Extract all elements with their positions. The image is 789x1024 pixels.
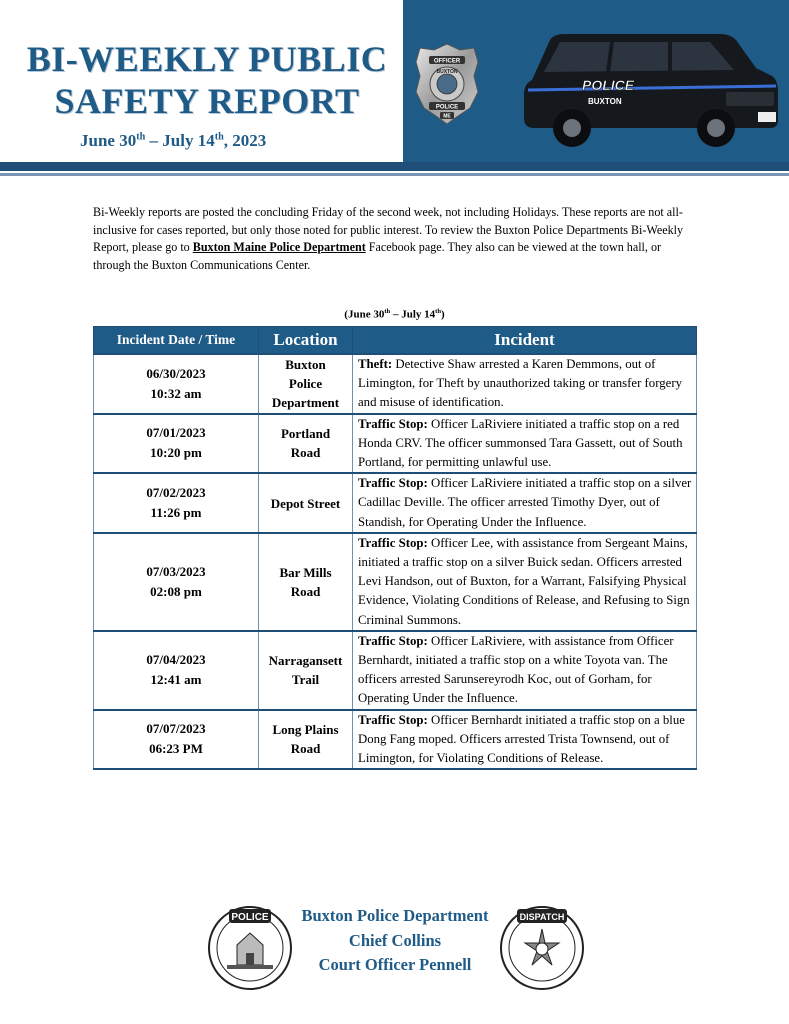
footer-chief: Chief Collins <box>348 930 442 950</box>
location-line: Narragansett <box>268 653 343 669</box>
incident-date-time <box>94 710 259 770</box>
intro-text-end: Facebook page. They also can be viewed at the town hall, or through the Buxton Communications Center. <box>93 240 662 272</box>
incident-time: 06:23 PM <box>149 741 203 757</box>
footer-court-officer: Court Officer Pennell <box>318 955 472 974</box>
caption-start: (June 30 <box>344 308 385 321</box>
incident-date: 07/03/2023 <box>146 563 206 579</box>
incident-text: Officer LaRiviere initiated a traffic stop on a silver Cadillac Deville. The officer arrested Timothy Dyer, out of Standish, for Operating Under the Influence. <box>358 476 692 529</box>
location-line: Depot Street <box>270 495 341 511</box>
table-caption <box>0 308 789 321</box>
intro-paragraph <box>93 204 699 274</box>
incident-description <box>353 473 697 533</box>
incident-time: 11:26 pm <box>150 505 202 521</box>
car-police-label: POLICE <box>582 77 635 93</box>
facebook-page-link[interactable]: Buxton Maine Police Department <box>192 240 366 254</box>
report-title <box>22 38 392 122</box>
table-header-row <box>94 327 697 355</box>
badge-state-label: ME <box>443 113 451 120</box>
footer-department: Buxton Police Department <box>301 906 489 925</box>
column-header-location: Location <box>259 327 353 355</box>
incident-date: 07/07/2023 <box>146 721 206 737</box>
incident-date-time <box>94 354 259 414</box>
incident-type: Theft: <box>358 357 393 371</box>
caption-mid: – July 14 <box>390 308 436 321</box>
report-title-line1: BI-WEEKLY PUBLIC <box>26 39 388 79</box>
dispatch-seal-icon <box>499 905 585 991</box>
incident-location <box>259 533 353 631</box>
location-line: Bar Mills <box>279 564 332 580</box>
incident-text: Officer LaRiviere, with assistance from Officer Bernhardt, initiated a traffic stop on a white Toyota van. The officers arrested Sarunsereyrodh Koc, out of Gorham, for Operating Under the Influence. <box>358 633 674 706</box>
header-divider <box>0 162 789 171</box>
incident-description <box>353 533 697 631</box>
column-header-incident: Incident <box>353 327 697 355</box>
report-date-range <box>80 131 266 151</box>
location-line: Portland <box>280 426 331 442</box>
incident-text: Officer LaRiviere initiated a traffic stop on a red Honda CRV. The officer summonsed Tara Gassett, out of South Portland, for permitting unlawful use. <box>358 416 683 470</box>
incident-text: Officer Lee, with assistance from Sergeant Mains, initiated a traffic stop on a silver Buick sedan. Officers arrested Levi Handson, out of Buxton, for a Warrant, Falsifying Physical Evidence, Violating Conditions of Release, and Refusing to Sign Criminal Summons. <box>358 535 690 627</box>
incident-location <box>259 473 353 533</box>
table-row <box>94 710 697 770</box>
police-car-icon <box>520 28 780 150</box>
incident-type: Traffic Stop: <box>358 535 428 550</box>
table-row <box>94 414 697 474</box>
police-seal-label: POLICE <box>231 912 269 923</box>
intro-text-start: Bi-Weekly reports are posted the concluding Friday of the second week, not including Holidays. These reports are not all-inclusive for cases reported, but only those noted for public interest. To review the Buxton Police Departments Bi-Weekly Report, please go to <box>93 205 684 254</box>
incident-date-time <box>94 631 259 710</box>
badge-band-label: POLICE <box>435 104 459 111</box>
incident-table <box>93 326 697 770</box>
caption-sup2: th <box>435 308 442 315</box>
incident-time: 10:32 am <box>150 385 202 401</box>
table-row <box>94 631 697 710</box>
caption-sup1: th <box>384 308 391 315</box>
location-line: Police <box>288 376 323 392</box>
date-start-sup: th <box>136 131 146 143</box>
police-badge-icon <box>412 42 482 126</box>
report-title-line2: SAFETY REPORT <box>54 81 360 121</box>
location-line: Buxton <box>285 357 326 373</box>
incident-type: Traffic Stop: <box>358 476 428 491</box>
location-line: Road <box>290 583 321 599</box>
badge-town-label: BUXTON <box>436 69 458 75</box>
incident-time: 12:41 am <box>150 672 202 688</box>
report-header <box>0 0 789 176</box>
incident-date-time <box>94 473 259 533</box>
incident-description <box>353 631 697 710</box>
footer-signature-block <box>280 904 510 978</box>
incident-text: Officer Bernhardt initiated a traffic stop on a blue Dong Fang moped. Officers arrested Trista Townsend, out of Limington, for Violating Conditions of Release. <box>358 712 685 766</box>
incident-description <box>353 710 697 770</box>
incident-time: 02:08 pm <box>150 583 202 599</box>
incident-time: 10:20 pm <box>150 445 202 461</box>
date-end-sup: th <box>214 131 224 143</box>
incident-date: 07/01/2023 <box>146 425 206 441</box>
incident-description <box>353 414 697 474</box>
date-start: June 30 <box>80 131 137 150</box>
dispatch-seal-label: DISPATCH <box>519 912 565 922</box>
date-end: – July 14 <box>145 131 215 150</box>
incident-description <box>353 354 697 414</box>
incident-date-time <box>94 414 259 474</box>
incident-location <box>259 631 353 710</box>
incident-location <box>259 354 353 414</box>
header-divider-thin <box>0 173 789 176</box>
location-line: Long Plains <box>272 722 339 738</box>
table-row <box>94 354 697 414</box>
incident-location <box>259 710 353 770</box>
table-row <box>94 473 697 533</box>
caption-close: ) <box>441 308 445 321</box>
incident-date-time <box>94 533 259 631</box>
incident-date: 07/04/2023 <box>146 652 206 668</box>
incident-location <box>259 414 353 474</box>
badge-top-label: OFFICER <box>433 58 461 65</box>
location-line: Trail <box>291 672 320 688</box>
table-row <box>94 533 697 631</box>
incident-type: Traffic Stop: <box>358 633 428 648</box>
date-year: , 2023 <box>223 131 267 150</box>
incident-type: Traffic Stop: <box>358 416 428 431</box>
incident-type: Traffic Stop: <box>358 712 428 727</box>
car-town-label: BUXTON <box>588 97 622 106</box>
incident-date: 07/02/2023 <box>146 485 206 501</box>
incident-date: 06/30/2023 <box>146 365 206 381</box>
column-header-date-time: Incident Date / Time <box>94 327 259 355</box>
incident-text: Detective Shaw arrested a Karen Demmons, out of Limington, for Theft by unauthorized taking or transfer forgery and misuse of identification. <box>358 357 682 410</box>
location-line: Road <box>290 445 321 461</box>
location-line: Department <box>271 395 340 411</box>
location-line: Road <box>290 741 321 757</box>
